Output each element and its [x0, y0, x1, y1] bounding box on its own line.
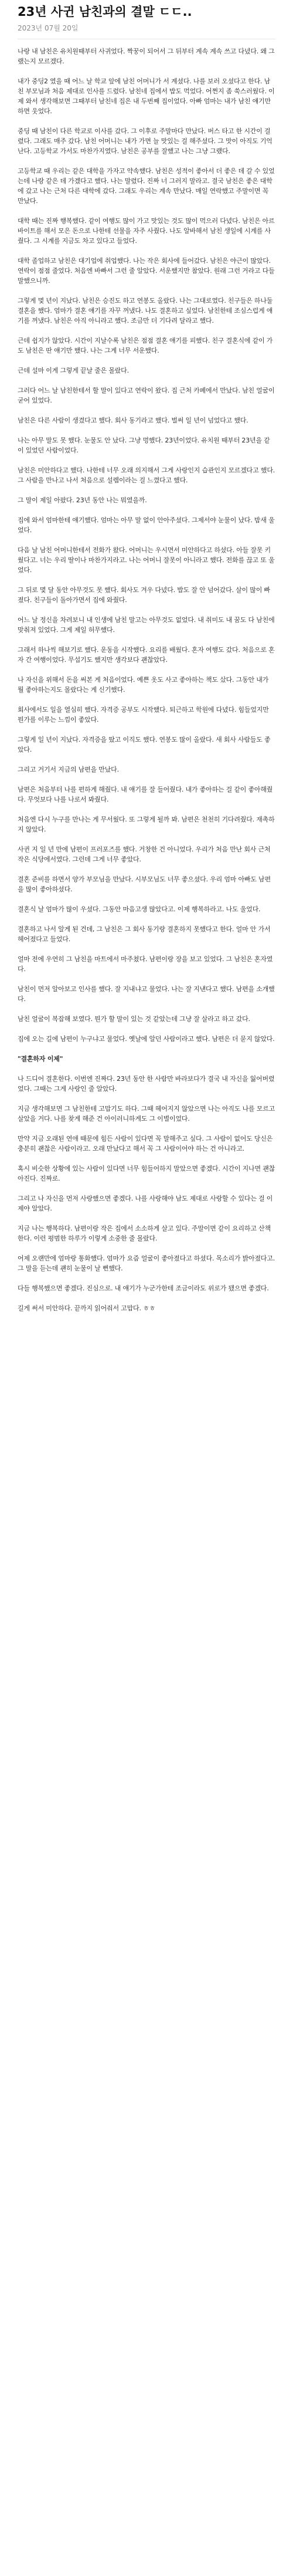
post-paragraph: 다들 행복했으면 좋겠다. 진심으로. 내 얘기가 누군가한테 조금이라도 위로가 됐으면 좋겠다. [18, 1284, 269, 1292]
post-paragraph: 고등학교 때 우리는 같은 대학을 가자고 약속했다. 남친은 성적이 좋아서 더 좋은 데 갈 수 있었는데 나랑 같은 데 가겠다고 했다. 나는 말렸다. 진짜 너 그러지 말라고. 결국 남친은 좋은 대학에 갔고 나는 근처 다른 대학에 갔다. 그래도 우리는 계속 만났다. 매일 연락했고 주말이면 꼭 만났다. [18, 167, 275, 205]
post-paragraph: 대학 때는 진짜 행복했다. 같이 여행도 많이 가고 맛있는 것도 많이 먹으러 다녔다. 남친은 아르바이트를 해서 모은 돈으로 나한테 선물을 자주 사줬다. 나도 알바해서 남친 생일에 시계를 사줬다. 그 시계를 지금도 차고 있다고 들었다. [18, 217, 275, 245]
post-paragraph: 중딩 때 남친이 다른 학교로 이사를 갔다. 그 이후로 주말마다 만났다. 버스 타고 한 시간이 걸렸다. 그래도 매주 갔다. 남친 어머니는 내가 가면 늘 맛있는 걸 해주셨다. 그 맛이 아직도 기억난다. 고등학교 가서도 마찬가지였다. 남친은 공부를 잘했고 나는 그냥 그랬다. [18, 127, 272, 155]
post-paragraph: 그 말이 제일 아팠다. 23년 동안 나는 뭐였을까. [18, 496, 147, 504]
post-paragraph: 나랑 내 남친은 유치원때부터 사귀었다. 짝꿍이 되어서 그 뒤부터 계속 계속 쓰고 다녔다. 왜 그랬는지 모르겠다. [18, 48, 275, 65]
post-body [18, 46, 275, 1313]
post-paragraph: 만약 지금 오래된 연애 때문에 힘든 사람이 있다면 꼭 말해주고 싶다. 그 사람이 없어도 당신은 충분히 괜찮은 사람이라고. 오래 만났다고 해서 꼭 그 사람이어야 하는 건 아니라고. [18, 1135, 273, 1152]
post-paragraph: 그렇게 일 년이 지났다. 자격증을 땄고 이직도 했다. 연봉도 많이 올랐다. 새 회사 사람들도 좋았다. [18, 736, 271, 753]
post-paragraph: 집에 와서 엄마한테 얘기했다. 엄마는 아무 말 없이 안아주셨다. 그제서야 눈물이 났다. 밤새 울었다. [18, 516, 275, 534]
post-paragraph: 처음엔 다시 누구를 만나는 게 무서웠다. 또 그렇게 될까 봐. 남편은 천천히 기다려줬다. 재촉하지 않았다. [18, 816, 275, 833]
post-paragraph: 혹시 비슷한 상황에 있는 사람이 있다면 너무 힘들어하지 말았으면 좋겠다. 시간이 지나면 괜찮아진다. 진짜로. [18, 1165, 275, 1182]
post-paragraph: 남편은 처음부터 나를 편하게 해줬다. 내 얘기를 잘 들어줬다. 내가 좋아하는 걸 같이 좋아해줬다. 무엇보다 나를 나로서 봐줬다. [18, 786, 273, 803]
post-paragraph: 대학 졸업하고 남친은 대기업에 취업했다. 나는 작은 회사에 들어갔다. 남친은 야근이 많았다. 연락이 점점 줄었다. 처음엔 바빠서 그런 줄 알았다. 서운했지만 참았다. 원래 그런 거라고 다들 말했으니까. [18, 257, 275, 285]
post-paragraph: 어느 날 정신을 차려보니 내 인생에 남친 말고는 아무것도 없었다. 내 취미도 내 꿈도 다 남친에 맞춰져 있었다. 그게 제일 허무했다. [18, 616, 275, 634]
post-paragraph: 남친은 미안하다고 했다. 나한테 너무 오래 의지해서 그게 사랑인지 습관인지 모르겠다고 했다. 그 사람을 만나고 나서 처음으로 설렘이라는 걸 느꼈다고 했다. [18, 466, 275, 484]
post-paragraph: 사귄 지 일 년 만에 남편이 프러포즈를 했다. 거창한 건 아니었다. 우리가 처음 만난 회사 근처 작은 식당에서였다. 그런데 그게 너무 좋았다. [18, 846, 271, 863]
post-paragraph: 지금 생각해보면 그 남친한테 고맙기도 하다. 그때 헤어지지 않았으면 나는 아직도 나를 모르고 살았을 거다. 나를 찾게 해준 건 아이러니하게도 그 이별이었다. [18, 1105, 275, 1123]
post-paragraph: 지금 나는 행복하다. 남편이랑 작은 집에서 소소하게 살고 있다. 주말이면 같이 요리하고 산책한다. 이런 평범한 하루가 이렇게 소중한 줄 몰랐다. [18, 1225, 271, 1242]
post-paragraph: 나 드디어 결혼한다. 이번엔 진짜다. 23년 동안 한 사람만 바라보다가 결국 내 자신을 잃어버렸었다. 그때는 그게 사랑인 줄 알았다. [18, 1075, 275, 1093]
post-paragraph: 나 자신을 위해서 돈을 써본 게 처음이었다. 예쁜 옷도 사고 좋아하는 책도 샀다. 그동안 내가 뭘 좋아하는지도 몰랐다는 게 신기했다. [18, 676, 269, 694]
post-paragraph: 결혼하고 나서 알게 된 건데, 그 남친은 그 회사 동기랑 결혼하지 못했다고 한다. 얼마 안 가서 헤어졌다고 들었다. [18, 925, 271, 943]
post-paragraph: 결혼 준비를 하면서 양가 부모님을 만났다. 시부모님도 너무 좋으셨다. 우리 엄마 아빠도 남편을 많이 좋아하셨다. [18, 875, 271, 893]
post-paragraph: 근데 설마 이게 그렇게 끝날 줄은 몰랐다. [18, 367, 129, 374]
post-date: 2023년 07월 20일 [18, 24, 79, 32]
post-paragraph: 그리고 나 자신을 먼저 사랑했으면 좋겠다. 나를 사랑해야 남도 제대로 사랑할 수 있다는 걸 이제야 알았다. [18, 1195, 273, 1212]
post-paragraph: 그러다 어느 날 남친한테서 할 말이 있다고 연락이 왔다. 집 근처 카페에서 만났다. 남친 얼굴이 굳어 있었다. [18, 387, 275, 404]
post-paragraph: 그래서 하나씩 해보기로 했다. 운동을 시작했다. 요리를 배웠다. 혼자 여행도 갔다. 처음으로 혼자 간 여행이었다. 무섭기도 했지만 생각보다 괜찮았다. [18, 646, 275, 664]
post-paragraph: 어제 오랜만에 엄마랑 통화했다. 엄마가 요즘 얼굴이 좋아졌다고 하셨다. 목소리가 밝아졌다고. 그 말을 듣는데 괜히 눈물이 날 뻔했다. [18, 1255, 275, 1272]
post-paragraph: 길게 써서 미안하다. 끝까지 읽어줘서 고맙다. ㅎㅎ [18, 1304, 155, 1312]
post-paragraph: "결혼하자 이제" [18, 1055, 63, 1063]
post-paragraph: 결혼식 날 엄마가 많이 우셨다. 그동안 마음고생 많았다고. 이제 행복하라고. 나도 울었다. [18, 905, 261, 913]
post-paragraph: 회사에서도 일을 열심히 했다. 자격증 공부도 시작했다. 퇴근하고 학원에 다녔다. 힘들었지만 뭔가를 이루는 느낌이 좋았다. [18, 706, 269, 724]
post-paragraph: 나는 아무 말도 못 했다. 눈물도 안 났다. 그냥 멍했다. 23년이었다. 유치원 때부터 23년을 같이 있었던 사람이었다. [18, 437, 270, 454]
post-paragraph: 다음 날 남친 어머니한테서 전화가 왔다. 어머니는 우시면서 미안하다고 하셨다. 아들 잘못 키웠다고. 너는 우리 딸이나 마찬가지라고. 나는 어머니 잘못이 아니라고 했다. 전화를 끊고 또 울었다. [18, 546, 275, 574]
post-paragraph: 집에 오는 길에 남편이 누구냐고 물었다. 옛날에 알던 사람이라고 했다. 남편은 더 묻지 않았다. [18, 1035, 275, 1043]
post-paragraph: 남친 얼굴이 복잡해 보였다. 뭔가 할 말이 있는 것 같았는데 그냥 잘 살라고 하고 갔다. [18, 1015, 250, 1023]
post-paragraph: 그리고 거기서 지금의 남편을 만났다. [18, 766, 119, 773]
post-paragraph: 내가 중딩2 였을 때 어느 날 학교 앞에 남친 어머니가 서 계셨다. 나를 보러 오셨다고 한다. 남친 부모님과 처음 제대로 인사를 드렸다. 남친네 집에서 밥도 먹었다. 어쩐지 좀 쑥스러웠다. 이제 와서 생각해보면 그때부터 남친네 집은 내 두번째 집이었다. 아빠 엄마는 내가 남친 얘기만 하면 웃었다. [18, 77, 275, 115]
post-paragraph: 얼마 전에 우연히 그 남친을 마트에서 마주쳤다. 남편이랑 장을 보고 있었다. 그 남친은 혼자였다. [18, 955, 273, 973]
post-title: 23년 사귄 남친과의 결말 ㄷㄷ.. [18, 5, 192, 19]
post-paragraph: 근데 쉽지가 않았다. 시간이 지날수록 남친은 점점 결혼 얘기를 피했다. 친구 결혼식에 같이 가도 남친은 딴 얘기만 했다. 나는 그게 너무 서운했다. [18, 337, 273, 354]
post-paragraph: 남친이 먼저 알아보고 인사를 했다. 잘 지내냐고 물었다. 나는 잘 지낸다고 했다. 남편을 소개했다. [18, 985, 275, 1003]
post-paragraph: 그렇게 몇 년이 지났다. 남친은 승진도 하고 연봉도 올랐다. 나는 그대로였다. 친구들은 하나둘 결혼을 했다. 엄마가 결혼 얘기를 자꾸 꺼냈다. 나도 결혼하고 싶었다. 남친한테 조심스럽게 얘기를 꺼냈다. 남친은 아직 아니라고 했다. 조금만 더 기다려 달라고 했다. [18, 297, 273, 324]
post-paragraph: 그 뒤로 몇 달 동안 아무것도 못 했다. 회사도 겨우 다녔다. 밥도 잘 안 넘어갔다. 살이 많이 빠졌다. 친구들이 돌아가면서 집에 와줬다. [18, 586, 270, 604]
post-paragraph: 남친은 다른 사람이 생겼다고 했다. 회사 동기라고 했다. 벌써 일 년이 넘었다고 했다. [18, 417, 248, 424]
